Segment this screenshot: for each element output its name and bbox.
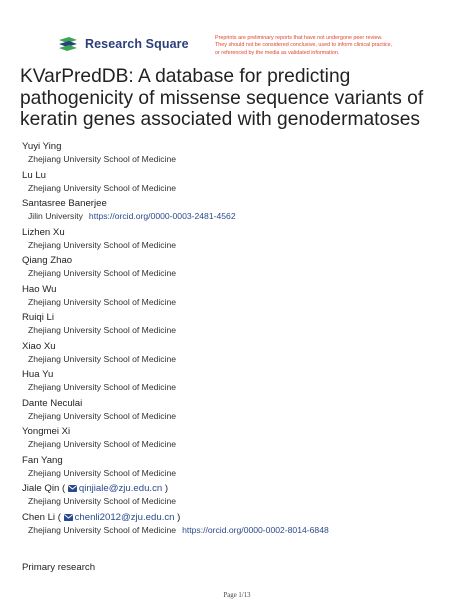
author-affiliation: Zhejiang University School of Medicine: [28, 382, 177, 392]
author-name: Yongmei Xi: [22, 426, 71, 437]
author-email-link[interactable]: chenli2012@zju.edu.cn: [74, 511, 175, 523]
author-affiliation: Zhejiang University School of Medicine: [28, 296, 177, 307]
author-entry: [22, 368, 462, 397]
author-affiliation-line: [22, 210, 462, 223]
author-affiliation: Zhejiang University School of Medicine: [28, 524, 177, 535]
author-name: Xiao Xu: [22, 340, 56, 352]
author-name-line: [22, 140, 462, 153]
author-affiliation-line: [22, 182, 462, 195]
disclaimer-line: or referenced by the media as validated information.: [215, 49, 340, 56]
disclaimer-line: They should not be considered conclusive, used to inform clinical practice,: [215, 42, 393, 49]
author-entry: [22, 226, 462, 255]
author-name-line: Jiale Qin ( qinjiale@zju.edu.cn ): [22, 483, 169, 494]
author-name: Lu Lu: [22, 169, 47, 181]
envelope-icon: [64, 514, 73, 521]
author-affiliation: Zhejiang University School of Medicine: [28, 410, 177, 421]
author-name-line: [22, 283, 462, 296]
author-entry: [22, 169, 462, 198]
author-name: Hao Wu: [22, 283, 57, 295]
author-affiliation: Zhejiang University School of Medicine: [28, 496, 177, 506]
author-name-line: [22, 397, 462, 410]
author-name: Qiang Zhao: [22, 255, 73, 266]
author-name-line: [22, 254, 462, 267]
author-affiliation: Zhejiang University School of Medicine: [28, 439, 177, 449]
author-affiliation-line: [22, 324, 462, 337]
author-affiliation-line: [22, 524, 462, 537]
author-entry: [22, 283, 462, 312]
author-entry: [22, 197, 462, 226]
author-entry: [22, 397, 462, 426]
author-affiliation: Jilin University: [28, 211, 83, 221]
author-affiliation: Zhejiang University School of Medicine: [28, 154, 177, 164]
author-entry: [22, 425, 462, 454]
author-affiliation-line: [22, 239, 462, 252]
author-name-line: Chen Li ( chenli2012@zju.edu.cn ): [22, 511, 181, 523]
author-entry: [22, 454, 462, 483]
author-name-line: [22, 454, 462, 467]
orcid-link[interactable]: https://orcid.org/0000-0002-8014-6848: [182, 524, 329, 535]
author-affiliation-line: [22, 410, 462, 423]
author-list: [22, 140, 462, 539]
author-name: Dante Neculai: [22, 397, 83, 409]
author-affiliation: Zhejiang University School of Medicine: [28, 239, 177, 250]
author-name: Lizhen Xu: [22, 226, 65, 238]
author-entry: [22, 311, 462, 340]
author-affiliation-line: [22, 353, 462, 366]
author-affiliation-line: [22, 467, 462, 480]
author-name: Jiale Qin: [22, 483, 60, 494]
author-name-line: [22, 226, 462, 239]
author-affiliation-line: [22, 438, 462, 451]
author-entry: [22, 140, 462, 169]
author-affiliation: Zhejiang University School of Medicine: [28, 353, 177, 364]
author-name: Hua Yu: [22, 369, 54, 380]
logo-text: Research Square: [85, 37, 189, 51]
author-entry: [22, 340, 462, 369]
paper-title: KVarPredDB: A database for predicting pathogenicity of missense sequence variants of keratin genes associated with genodermatoses: [20, 66, 424, 130]
author-affiliation: Zhejiang University School of Medicine: [28, 268, 177, 278]
envelope-icon: [68, 485, 77, 492]
disclaimer-line: Preprints are preliminary reports that have not undergone peer review.: [215, 35, 383, 41]
author-affiliation: Zhejiang University School of Medicine: [28, 325, 177, 335]
author-entry: [22, 254, 462, 283]
author-entry: [22, 482, 462, 511]
author-name: Fan Yang: [22, 454, 63, 466]
preprint-disclaimer: [215, 35, 445, 57]
author-name-line: [22, 169, 462, 182]
article-type-label: Primary research: [22, 562, 96, 573]
author-name-line: [22, 425, 462, 438]
author-name: Santasree Banerjee: [22, 198, 107, 209]
research-square-logo-icon: [57, 36, 79, 52]
author-name: Yuyi Ying: [22, 141, 62, 152]
author-affiliation: Zhejiang University School of Medicine: [28, 467, 177, 478]
page-number: Page 1/13: [223, 592, 251, 599]
author-name: Ruiqi Li: [22, 312, 54, 323]
author-affiliation: Zhejiang University School of Medicine: [28, 182, 177, 193]
author-affiliation-line: [22, 381, 462, 394]
author-name-line: [22, 197, 462, 210]
author-affiliation-line: [22, 495, 462, 508]
research-square-logo[interactable]: [57, 36, 189, 52]
author-affiliation-line: [22, 153, 462, 166]
author-entry: [22, 511, 462, 540]
author-affiliation-line: [22, 267, 462, 280]
author-name: Chen Li: [22, 511, 56, 523]
author-name-line: [22, 311, 462, 324]
page-header: [0, 0, 474, 64]
author-name-line: [22, 368, 462, 381]
author-name-line: [22, 340, 462, 353]
author-email-link[interactable]: qinjiale@zju.edu.cn: [78, 483, 163, 494]
orcid-link[interactable]: https://orcid.org/0000-0003-2481-4562: [88, 211, 236, 221]
author-affiliation-line: [22, 296, 462, 309]
